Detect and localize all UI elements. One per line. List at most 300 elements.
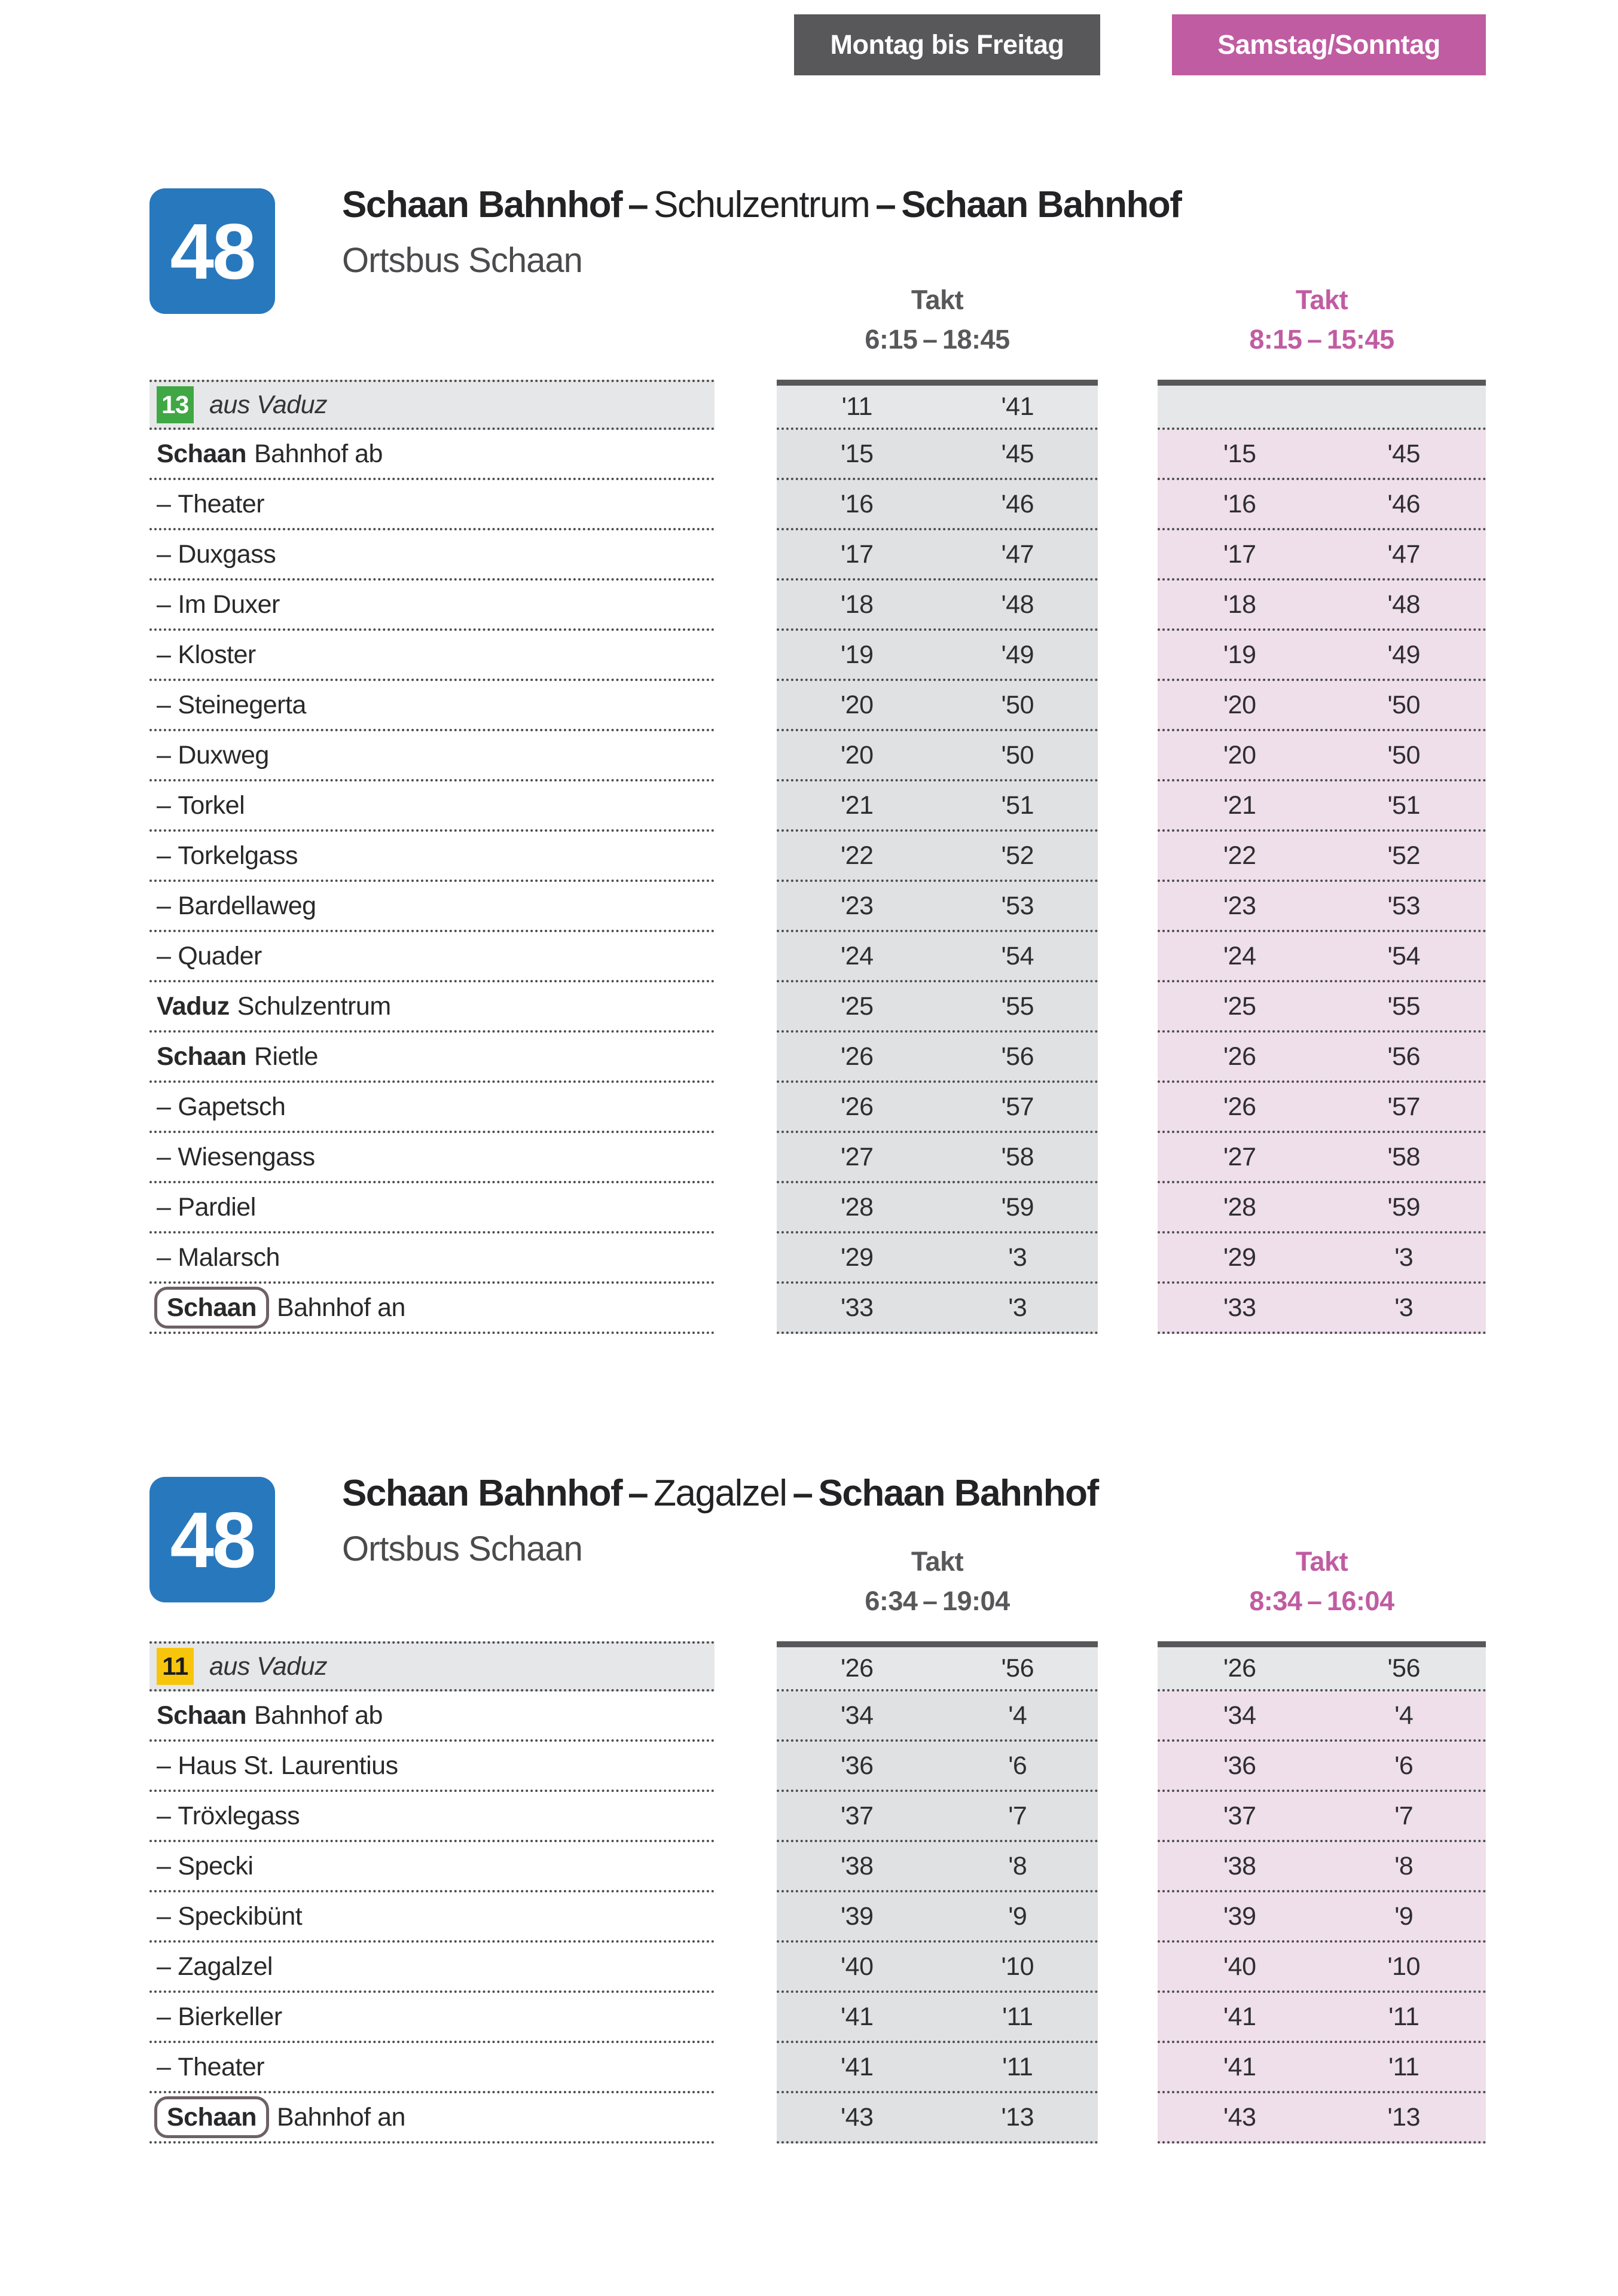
minute-value: '57 — [1387, 1092, 1421, 1121]
weekend-minutes-cell — [1158, 430, 1486, 480]
timetable-row — [149, 2043, 1486, 2093]
minute-value: '26 — [1223, 1042, 1256, 1071]
minute-value: '10 — [1387, 1952, 1421, 1981]
dash-prefix: – — [157, 1092, 171, 1121]
route-title — [342, 1472, 1098, 1515]
minute-value: '20 — [840, 690, 874, 719]
weekend-minutes-cell — [1158, 1742, 1486, 1792]
stop-name-cell — [149, 2093, 715, 2144]
dash-prefix: – — [157, 790, 171, 820]
stop-name-boxed: Schaan — [154, 2096, 269, 2138]
origin-label: aus Vaduz — [209, 1651, 328, 1681]
column-gap — [715, 530, 777, 581]
column-gap — [715, 882, 777, 932]
minute-value: '52 — [1387, 841, 1421, 870]
stop-name-text: Schulzentrum — [237, 991, 391, 1021]
minute-value: '29 — [1223, 1242, 1256, 1272]
column-gap — [1098, 631, 1158, 681]
minute-value: '58 — [1001, 1142, 1034, 1171]
stop-name-text: Bierkeller — [178, 2002, 282, 2031]
column-gap — [715, 631, 777, 681]
minute-value: '10 — [1001, 1952, 1034, 1981]
column-gap — [715, 681, 777, 731]
minute-value: '27 — [840, 1142, 874, 1171]
stop-name-text: Bahnhof ab — [254, 1700, 383, 1730]
minute-value: '11 — [1388, 2002, 1419, 2031]
minute-value: '9 — [1394, 1901, 1414, 1931]
column-gap — [715, 2093, 777, 2144]
timetable-header — [149, 184, 1486, 380]
stop-name-text: Torkel — [178, 790, 245, 820]
minute-value: '33 — [840, 1293, 874, 1322]
weekend-minutes-cell — [1158, 1133, 1486, 1183]
origin-label: aus Vaduz — [209, 390, 328, 419]
minute-value: '28 — [840, 1192, 874, 1222]
column-gap — [1098, 1692, 1158, 1742]
stop-name-text: Bahnhof an — [276, 1293, 405, 1322]
stop-name-text: Theater — [178, 489, 265, 518]
weekday-minutes-cell — [777, 681, 1098, 731]
route-titles — [342, 184, 1181, 279]
timetable-row — [149, 1742, 1486, 1792]
column-gap — [715, 1742, 777, 1792]
timetable-row — [149, 832, 1486, 882]
title-separator: – — [875, 184, 896, 225]
stop-name-cell — [149, 982, 715, 1033]
weekend-minutes-cell — [1158, 1792, 1486, 1842]
dash-prefix: – — [157, 841, 171, 870]
title-separator: – — [628, 1473, 648, 1514]
column-gap — [1098, 832, 1158, 882]
dash-prefix: – — [157, 590, 171, 619]
title-part: Schaan Bahnhof — [901, 184, 1182, 225]
weekend-minutes-cell — [1158, 982, 1486, 1033]
column-gap — [1098, 1993, 1158, 2043]
weekend-minutes-cell — [1158, 932, 1486, 982]
minute-value: '21 — [1223, 790, 1256, 820]
stop-name-text: Bardellaweg — [178, 891, 316, 920]
minute-value: '54 — [1387, 941, 1421, 970]
stop-name-cell — [149, 530, 715, 581]
column-gap — [1098, 1284, 1158, 1334]
timetable-row — [149, 1083, 1486, 1133]
column-gap — [1098, 1792, 1158, 1842]
route-title — [342, 184, 1181, 227]
stop-name-cell — [149, 631, 715, 681]
minute-value: '17 — [840, 539, 874, 569]
minute-value: '7 — [1008, 1801, 1027, 1830]
weekday-minutes-cell — [777, 1892, 1098, 1943]
column-gap — [1098, 882, 1158, 932]
page — [149, 0, 1486, 2296]
column-gap — [1098, 1033, 1158, 1083]
minute-value: '26 — [1223, 1092, 1256, 1121]
weekday-minutes-cell — [777, 631, 1098, 681]
weekend-minutes-cell — [1158, 882, 1486, 932]
takt-range: 8:34 – 16:04 — [1249, 1586, 1394, 1616]
stop-name-cell — [149, 1234, 715, 1284]
column-gap — [715, 1183, 777, 1234]
minute-value: '56 — [1001, 1653, 1034, 1683]
column-gap — [1098, 932, 1158, 982]
column-gap — [715, 781, 777, 832]
stop-name-bold: Vaduz — [157, 991, 230, 1021]
weekend-minutes-cell — [1158, 2043, 1486, 2093]
minute-value: '20 — [1223, 690, 1256, 719]
takt-label: Takt — [1295, 285, 1348, 315]
minute-value: '11 — [841, 392, 872, 421]
minute-value: '39 — [1223, 1901, 1256, 1931]
stop-name-text: Pardiel — [178, 1192, 256, 1222]
stop-name-cell — [149, 1692, 715, 1742]
minute-value: '23 — [1223, 891, 1256, 920]
minute-value: '41 — [1001, 392, 1034, 421]
stop-name-text: Quader — [178, 941, 262, 970]
dash-prefix: – — [157, 2002, 171, 2031]
minute-value: '50 — [1001, 740, 1034, 770]
timetable-row — [149, 430, 1486, 480]
takt-weekend — [1158, 1542, 1486, 1621]
minute-value: '8 — [1394, 1851, 1414, 1880]
stop-name-text: Tröxlegass — [178, 1801, 300, 1830]
minute-value: '19 — [1223, 640, 1256, 669]
title-part: Schulzentrum — [654, 184, 870, 225]
dash-prefix: – — [157, 941, 171, 970]
minute-value: '26 — [1223, 1653, 1256, 1683]
weekend-minutes-cell — [1158, 2093, 1486, 2144]
weekday-minutes-cell — [777, 380, 1098, 430]
stop-name-cell — [149, 1133, 715, 1183]
column-gap — [715, 581, 777, 631]
weekday-minutes-cell — [777, 1792, 1098, 1842]
minute-value: '34 — [1223, 1700, 1256, 1730]
line-number-badge: 48 — [149, 188, 275, 314]
column-gap — [715, 1892, 777, 1943]
stop-name-text: Specki — [178, 1851, 254, 1880]
weekend-minutes-cell — [1158, 530, 1486, 581]
minute-value: '26 — [840, 1653, 874, 1683]
dash-prefix: – — [157, 489, 171, 518]
minute-value: '56 — [1387, 1042, 1421, 1071]
weekend-minutes-cell — [1158, 380, 1486, 430]
minute-value: '51 — [1001, 790, 1034, 820]
dash-prefix: – — [157, 1751, 171, 1780]
stop-name-text: Duxgass — [178, 539, 276, 569]
weekend-minutes-cell — [1158, 1641, 1486, 1692]
timetable-row — [149, 1234, 1486, 1284]
title-part: Schaan Bahnhof — [342, 1473, 622, 1514]
column-gap — [1098, 781, 1158, 832]
weekday-minutes-cell — [777, 1943, 1098, 1993]
weekday-minutes-cell — [777, 1183, 1098, 1234]
timetable-row — [149, 781, 1486, 832]
weekday-minutes-cell — [777, 1692, 1098, 1742]
dash-prefix: – — [157, 690, 171, 719]
column-gap — [715, 1993, 777, 2043]
weekend-minutes-cell — [1158, 1842, 1486, 1892]
stop-name-cell — [149, 1033, 715, 1083]
stop-name-cell — [149, 1792, 715, 1842]
minute-value: '55 — [1001, 991, 1034, 1021]
minute-value: '24 — [840, 941, 874, 970]
timetable-row — [149, 1692, 1486, 1742]
minute-value: '36 — [1223, 1751, 1256, 1780]
takt-label: Takt — [911, 285, 964, 315]
column-gap — [715, 1234, 777, 1284]
line-11-badge: 11 — [157, 1648, 194, 1685]
minute-value: '25 — [1223, 991, 1256, 1021]
timetable-row — [149, 631, 1486, 681]
weekday-minutes-cell — [777, 731, 1098, 781]
stop-name-cell — [149, 581, 715, 631]
minute-value: '56 — [1387, 1653, 1421, 1683]
dash-prefix: – — [157, 2052, 171, 2081]
stop-name-cell — [149, 832, 715, 882]
timetable-row — [149, 982, 1486, 1033]
weekend-minutes-cell — [1158, 1284, 1486, 1334]
minute-value: '55 — [1387, 991, 1421, 1021]
timetable-schulzentrum — [149, 184, 1486, 1334]
minute-value: '26 — [840, 1092, 874, 1121]
stop-name-cell — [149, 1742, 715, 1792]
minute-value: '57 — [1001, 1092, 1034, 1121]
minute-value: '41 — [840, 2052, 874, 2081]
minute-value: '25 — [840, 991, 874, 1021]
minute-value: '50 — [1387, 690, 1421, 719]
column-gap — [715, 1284, 777, 1334]
weekday-minutes-cell — [777, 882, 1098, 932]
dash-prefix: – — [157, 539, 171, 569]
column-gap — [1098, 2093, 1158, 2144]
minute-value: '16 — [1223, 489, 1256, 518]
column-gap — [715, 1692, 777, 1742]
timetable-row — [149, 1183, 1486, 1234]
minute-value: '20 — [1223, 740, 1256, 770]
timetable-row — [149, 1892, 1486, 1943]
line-13-badge: 13 — [157, 386, 194, 423]
stop-name-text: Bahnhof ab — [254, 439, 383, 468]
minute-value: '40 — [840, 1952, 874, 1981]
weekday-minutes-cell — [777, 2093, 1098, 2144]
weekday-minutes-cell — [777, 1284, 1098, 1334]
weekend-minutes-cell — [1158, 631, 1486, 681]
minute-value: '47 — [1001, 539, 1034, 569]
minute-value: '28 — [1223, 1192, 1256, 1222]
column-gap — [715, 1842, 777, 1892]
minute-value: '38 — [1223, 1851, 1256, 1880]
column-gap — [1098, 982, 1158, 1033]
takt-weekday — [777, 280, 1098, 359]
timetable-row — [149, 1842, 1486, 1892]
weekend-minutes-cell — [1158, 1943, 1486, 1993]
minute-value: '48 — [1001, 590, 1034, 619]
weekend-minutes-cell — [1158, 731, 1486, 781]
timetable-row — [149, 1993, 1486, 2043]
column-gap — [1098, 480, 1158, 530]
stop-name-cell — [149, 1183, 715, 1234]
minute-value: '50 — [1001, 690, 1034, 719]
weekday-minutes-cell — [777, 1033, 1098, 1083]
minute-value: '41 — [1223, 2052, 1256, 2081]
weekday-minutes-cell — [777, 1133, 1098, 1183]
weekend-minutes-cell — [1158, 1083, 1486, 1133]
timetable-row — [149, 731, 1486, 781]
minute-value: '15 — [1223, 439, 1256, 468]
dash-prefix: – — [157, 1901, 171, 1931]
stop-name-text: Duxweg — [178, 740, 269, 770]
weekend-minutes-cell — [1158, 480, 1486, 530]
stop-name-cell — [149, 480, 715, 530]
column-gap — [1098, 681, 1158, 731]
column-gap — [715, 380, 777, 430]
minute-value: '4 — [1394, 1700, 1414, 1730]
stop-name-text: Gapetsch — [178, 1092, 286, 1121]
minute-value: '22 — [840, 841, 874, 870]
weekday-minutes-cell — [777, 982, 1098, 1033]
timetable-row — [149, 2093, 1486, 2144]
minute-value: '6 — [1008, 1751, 1027, 1780]
column-gap — [1098, 1842, 1158, 1892]
stop-name-text: Zagalzel — [178, 1952, 273, 1981]
stop-name-text: Haus St. Laurentius — [178, 1751, 398, 1780]
stop-name-cell — [149, 380, 715, 430]
column-gap — [1098, 731, 1158, 781]
stop-name-cell — [149, 932, 715, 982]
weekday-minutes-cell — [777, 2043, 1098, 2093]
minute-value: '11 — [1388, 2052, 1419, 2081]
minute-value: '21 — [840, 790, 874, 820]
dash-prefix: – — [157, 740, 171, 770]
minute-value: '56 — [1001, 1042, 1034, 1071]
dash-prefix: – — [157, 1952, 171, 1981]
minute-value: '3 — [1394, 1293, 1414, 1322]
column-gap — [1098, 1234, 1158, 1284]
column-gap — [715, 1641, 777, 1692]
stop-name-cell — [149, 1842, 715, 1892]
column-gap — [715, 982, 777, 1033]
minute-value: '45 — [1387, 439, 1421, 468]
column-gap — [715, 1083, 777, 1133]
column-gap — [715, 430, 777, 480]
minute-value: '40 — [1223, 1952, 1256, 1981]
minute-value: '4 — [1008, 1700, 1027, 1730]
column-gap — [715, 1943, 777, 1993]
minute-value: '59 — [1001, 1192, 1034, 1222]
takt-range: 6:15 – 18:45 — [865, 324, 1010, 355]
weekend-minutes-cell — [1158, 1993, 1486, 2043]
minute-value: '18 — [840, 590, 874, 619]
minute-value: '45 — [1001, 439, 1034, 468]
column-gap — [1098, 2043, 1158, 2093]
day-type-legend — [794, 14, 1486, 75]
takt-weekday — [777, 1542, 1098, 1621]
minute-value: '24 — [1223, 941, 1256, 970]
weekend-minutes-cell — [1158, 1033, 1486, 1083]
weekend-minutes-cell — [1158, 1692, 1486, 1742]
minute-value: '58 — [1387, 1142, 1421, 1171]
title-part: Schaan Bahnhof — [818, 1473, 1098, 1514]
minute-value: '46 — [1387, 489, 1421, 518]
dash-prefix: – — [157, 640, 171, 669]
stop-name-cell — [149, 681, 715, 731]
weekday-minutes-cell — [777, 832, 1098, 882]
stop-name-bold: Schaan — [157, 1042, 246, 1071]
weekend-minutes-cell — [1158, 681, 1486, 731]
title-separator: – — [628, 184, 648, 225]
timetable-row — [149, 380, 1486, 430]
stop-name-text: Speckibünt — [178, 1901, 303, 1931]
timetable-row — [149, 882, 1486, 932]
minute-value: '6 — [1394, 1751, 1414, 1780]
stop-name-cell — [149, 430, 715, 480]
minute-value: '53 — [1387, 891, 1421, 920]
dash-prefix: – — [157, 1801, 171, 1830]
column-gap — [1098, 530, 1158, 581]
minute-value: '41 — [840, 2002, 874, 2031]
column-gap — [715, 832, 777, 882]
route-subtitle: Ortsbus Schaan — [342, 241, 582, 280]
minute-value: '7 — [1394, 1801, 1414, 1830]
minute-value: '20 — [840, 740, 874, 770]
weekend-minutes-cell — [1158, 1183, 1486, 1234]
takt-label: Takt — [1295, 1546, 1348, 1577]
minute-value: '53 — [1001, 891, 1034, 920]
weekday-minutes-cell — [777, 932, 1098, 982]
stop-name-boxed: Schaan — [154, 1287, 269, 1329]
minute-value: '47 — [1387, 539, 1421, 569]
timetable-row — [149, 530, 1486, 581]
minute-value: '16 — [840, 489, 874, 518]
minute-value: '9 — [1008, 1901, 1027, 1931]
stop-name-text: Rietle — [254, 1042, 318, 1071]
minute-value: '13 — [1387, 2102, 1421, 2132]
timetable-zagalzel — [149, 1473, 1486, 2144]
dash-prefix: – — [157, 891, 171, 920]
column-gap — [1098, 430, 1158, 480]
weekday-minutes-cell — [777, 1842, 1098, 1892]
stop-name-bold: Schaan — [157, 1700, 246, 1730]
weekday-minutes-cell — [777, 1234, 1098, 1284]
minute-value: '3 — [1008, 1293, 1027, 1322]
column-gap — [715, 480, 777, 530]
column-gap — [1098, 1943, 1158, 1993]
timetable-rows — [149, 380, 1486, 1334]
minute-value: '38 — [840, 1851, 874, 1880]
minute-value: '3 — [1394, 1242, 1414, 1272]
dash-prefix: – — [157, 1142, 171, 1171]
minute-value: '46 — [1001, 489, 1034, 518]
minute-value: '51 — [1387, 790, 1421, 820]
minute-value: '41 — [1223, 2002, 1256, 2031]
column-gap — [1098, 380, 1158, 430]
minute-value: '59 — [1387, 1192, 1421, 1222]
weekend-minutes-cell — [1158, 832, 1486, 882]
minute-value: '27 — [1223, 1142, 1256, 1171]
dash-prefix: – — [157, 1242, 171, 1272]
stop-name-cell — [149, 1892, 715, 1943]
timetable-header — [149, 1473, 1486, 1641]
weekday-minutes-cell — [777, 1641, 1098, 1692]
takt-label: Takt — [911, 1546, 964, 1577]
timetable-row — [149, 1792, 1486, 1842]
column-gap — [715, 2043, 777, 2093]
minute-value: '17 — [1223, 539, 1256, 569]
weekday-badge: Montag bis Freitag — [794, 14, 1100, 75]
weekend-minutes-cell — [1158, 1892, 1486, 1943]
minute-value: '37 — [840, 1801, 874, 1830]
stop-name-bold: Schaan — [157, 439, 246, 468]
timetable-row — [149, 1133, 1486, 1183]
